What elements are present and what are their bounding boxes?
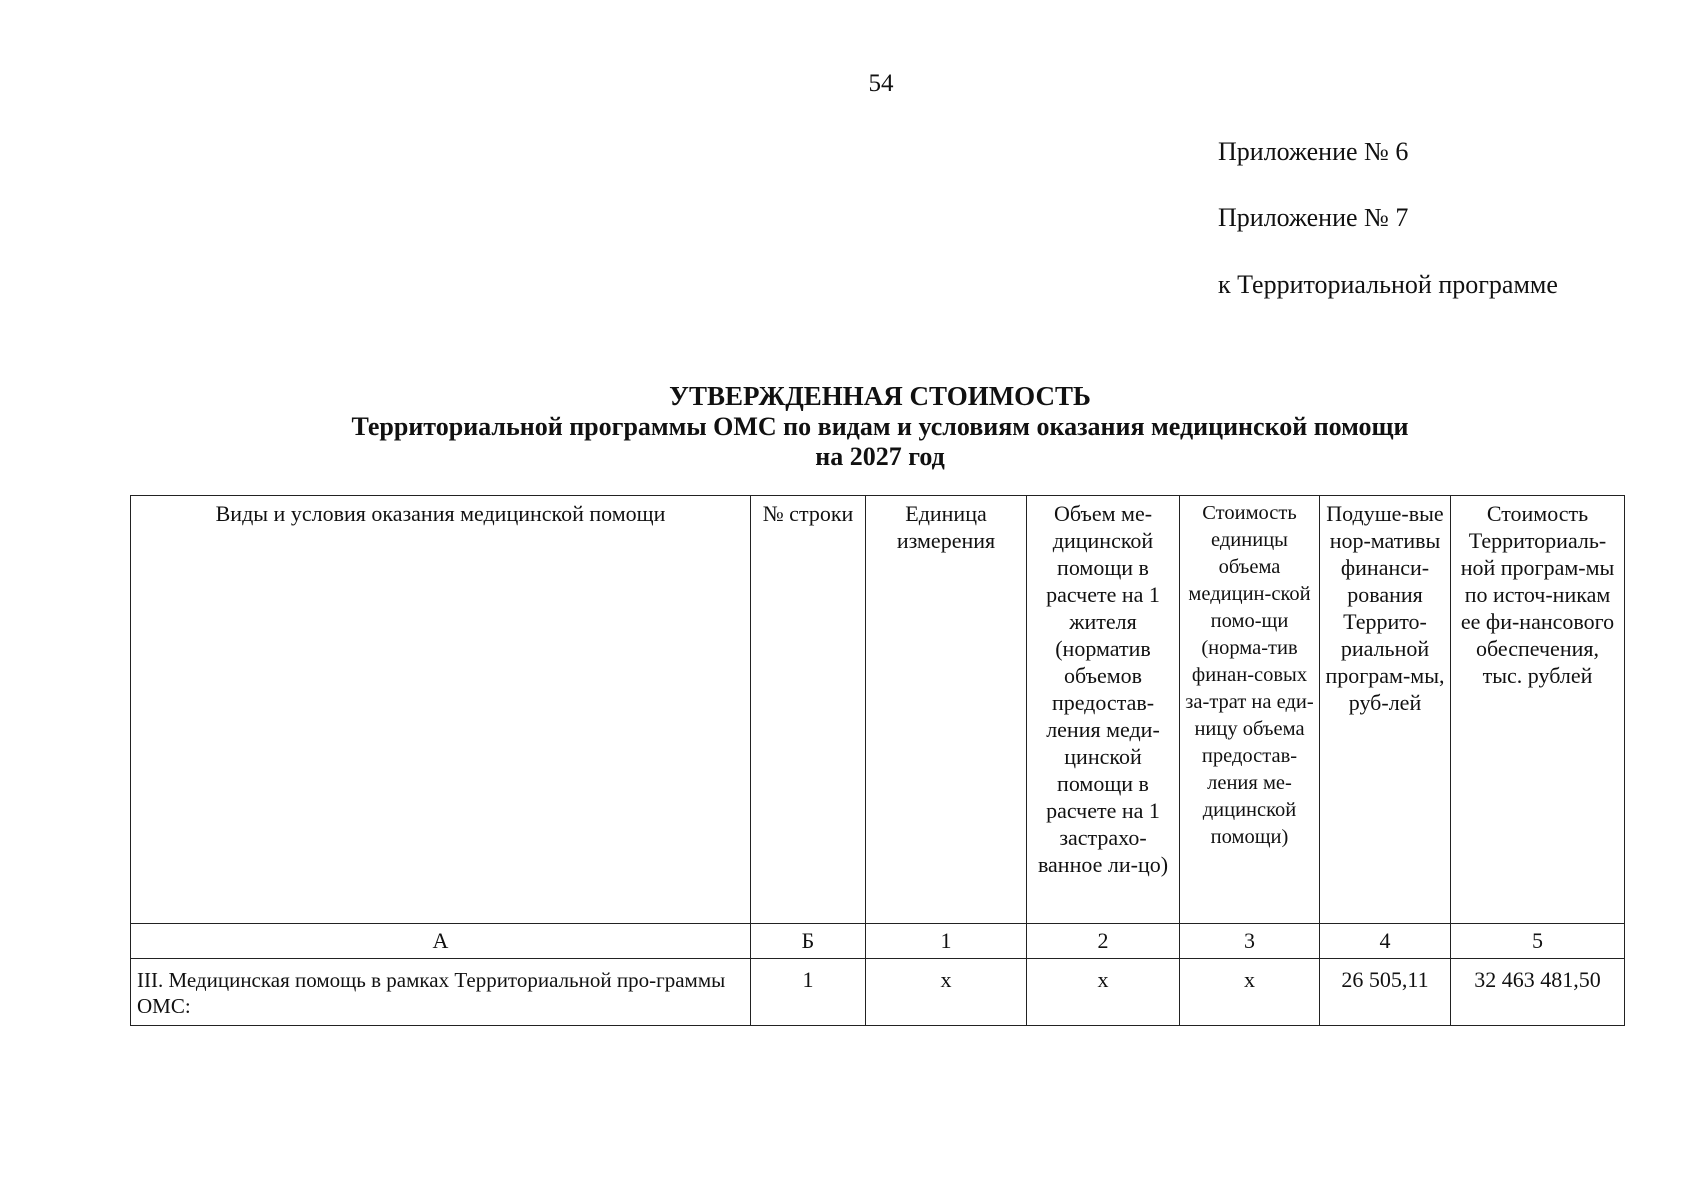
index-cell: А [131, 924, 751, 959]
cost-table [130, 495, 1625, 1026]
header-unit-cost: Стоимость единицы объема медицин-ской помо-щи (норма-тив финан-совых за-трат на еди-ницу объема предостав-ления ме-дицинской помощи) [1180, 496, 1320, 924]
header-row-number: № строки [751, 496, 866, 924]
row-volume: х [1027, 959, 1180, 1026]
header-unit: Единица измерения [866, 496, 1027, 924]
index-cell: 2 [1027, 924, 1180, 959]
header-volume: Объем ме-дицинской помощи в расчете на 1 жителя (норматив объемов предостав-ления меди-цинской помощи в расчете на 1 застрахо-ванное ли-цо) [1027, 496, 1180, 924]
title-main: УТВЕРЖДЕННАЯ СТОИМОСТЬ [669, 381, 1091, 411]
title-subtitle: Территориальной программы ОМС по видам и условиям оказания медицинской помощи [351, 412, 1409, 441]
row-unit: х [866, 959, 1027, 1026]
appendix-line-6: Приложение № 6 [1218, 137, 1409, 166]
row-unit-cost: х [1180, 959, 1320, 1026]
row-per-capita: 26 505,11 [1320, 959, 1451, 1026]
row-program-cost: 32 463 481,50 [1451, 959, 1625, 1026]
title-year: на 2027 год [815, 442, 945, 471]
document-title [130, 380, 1630, 472]
appendix-line-7: Приложение № 7 [1218, 203, 1409, 232]
table-header-row [131, 496, 1625, 924]
table-index-row [131, 924, 1625, 959]
index-cell: 4 [1320, 924, 1451, 959]
appendix-program-ref: к Территориальной программе [1218, 270, 1558, 299]
index-cell: Б [751, 924, 866, 959]
index-cell: 3 [1180, 924, 1320, 959]
row-number: 1 [751, 959, 866, 1026]
header-care-type: Виды и условия оказания медицинской помощи [131, 496, 751, 924]
header-per-capita: Подуше-вые нор-мативы финанси-рования Террито-риальной програм-мы, руб-лей [1320, 496, 1451, 924]
page-number: 54 [868, 70, 894, 97]
row-label: III. Медицинская помощь в рамках Территориальной про-граммы ОМС: [131, 959, 751, 1026]
header-program-cost: Стоимость Территориаль-ной програм-мы по источ-никам ее фи-нансового обеспечения, тыс. рублей [1451, 496, 1625, 924]
table-row [131, 959, 1625, 1026]
index-cell: 5 [1451, 924, 1625, 959]
index-cell: 1 [866, 924, 1027, 959]
